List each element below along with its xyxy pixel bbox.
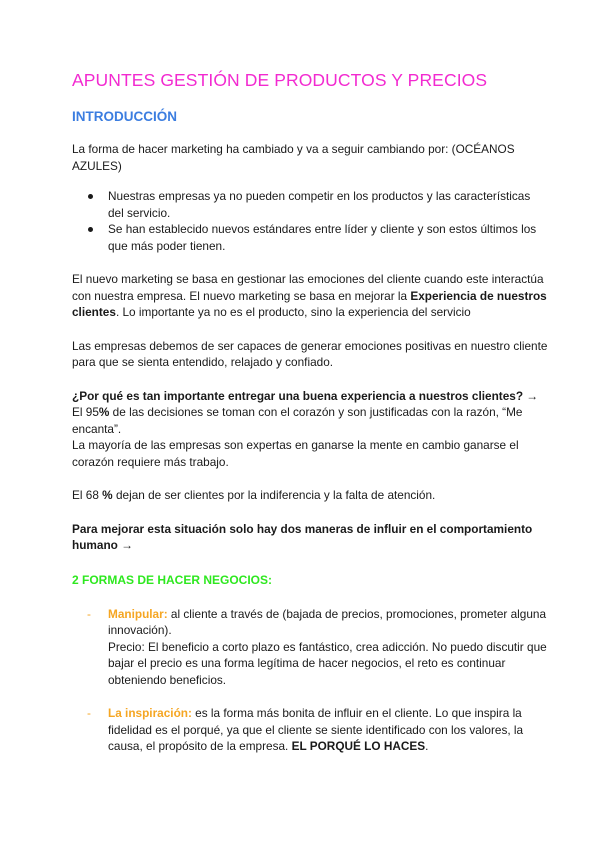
paragraph-marketing-change: La forma de hacer marketing ha cambiado y va a seguir cambiando por: (OCÉANOS AZULES) — [72, 142, 515, 173]
text-run: de las decisiones se toman con el corazón y son justificadas con la razón, “Me encanta”. — [72, 405, 523, 436]
paragraph-improve — [72, 521, 548, 554]
paragraph-heart: La mayoría de las empresas son expertas en ganarse la mente en cambio ganarse el corazón requiere más trabajo. — [72, 438, 519, 469]
bold-text: Para mejorar esta situación solo hay dos maneras de influir en el comportamiento humano → — [72, 521, 533, 552]
term-label: Manipular: — [108, 606, 168, 621]
page-title: APUNTES GESTIÓN DE PRODUCTOS Y PRECIOS — [72, 70, 488, 90]
percent-sign: % — [102, 488, 113, 502]
dash-marker: - — [87, 606, 91, 621]
bold-text: Experiencia de nuestros clientes — [72, 288, 547, 319]
term-text: al cliente a través de (bajada de precios, promociones, prometer alguna innovación). — [108, 606, 547, 637]
list-item-text: Se han establecido nuevos estándares entre líder y cliente y son estos últimos los que más poder tienen. — [108, 222, 537, 253]
paragraph-68-percent — [72, 487, 548, 504]
forms-list — [72, 606, 548, 755]
list-item-manipular — [72, 606, 548, 689]
section-heading-formas: 2 FORMAS DE HACER NEGOCIOS: — [72, 572, 273, 587]
text-run: El nuevo marketing se basa en gestionar las emociones del cliente cuando este interactúa con nuestra empresa. El nuevo marketing se basa en mejorar la — [72, 272, 544, 303]
list-item — [72, 188, 548, 221]
paragraph-emotions: Las empresas debemos de ser capaces de generar emociones positivas en nuestro cliente para que se sienta entendido, relajado y confiado. — [72, 338, 548, 369]
percent-sign: % — [98, 405, 110, 419]
paragraph-why-experience — [72, 388, 548, 438]
term-text: es la forma más bonita de influir en el cliente. Lo que inspira la fidelidad es el porqué, ya que el cliente se siente identificado con los valores, la causa, el propósito de la empresa. — [108, 706, 524, 753]
bold-text: EL PORQUÉ LO HACES — [291, 739, 426, 753]
term-extra: Precio: El beneficio a corto plazo es fantástico, crea adicción. No puedo discutir que bajar el precio es una forma legítima de hacer negocios, el reto es continuar obteniendo beneficios. — [108, 639, 547, 687]
term-label: La inspiración: — [108, 706, 192, 720]
section-heading-introduccion: INTRODUCCIÓN — [72, 109, 177, 124]
dash-marker: - — [87, 706, 91, 720]
list-item-text: Nuestras empresas ya no pueden competir en los productos y las características del servicio. — [108, 189, 531, 220]
bullet-icon — [88, 227, 93, 232]
bullet-icon — [88, 194, 93, 199]
bullet-list — [72, 188, 548, 254]
text-run: . Lo importante ya no es el producto, sino la experiencia del servicio — [115, 305, 471, 319]
paragraph-new-marketing — [72, 271, 548, 321]
bold-question: ¿Por qué es tan importante entregar una buena experiencia a nuestros clientes? — [72, 388, 524, 403]
text-run: → El 95 — [72, 388, 539, 419]
text-run: dejan de ser clientes por la indiferencia y la falta de atención. — [112, 488, 436, 502]
term-tail: . — [425, 739, 429, 753]
list-item-inspiracion — [72, 705, 548, 755]
text-run: El 68 — [72, 488, 103, 502]
list-item — [72, 221, 548, 254]
